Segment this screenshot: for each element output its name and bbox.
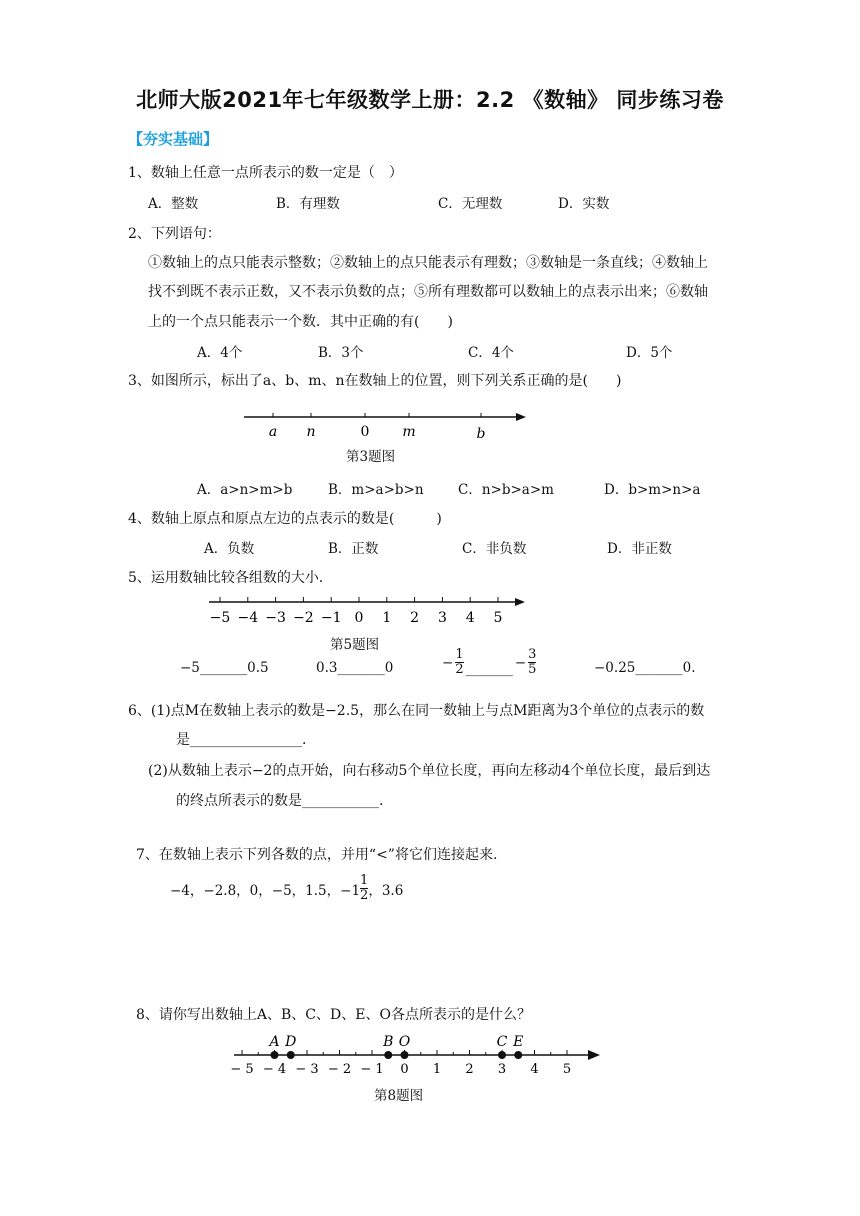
fraction-three-fifths: [528, 648, 536, 678]
q8-number-line: [228, 1028, 608, 1080]
denominator: 2: [455, 662, 464, 678]
section-heading: 【夯实基础】: [128, 130, 219, 148]
q5-tick-label: 4: [465, 610, 475, 626]
minus-sign: −: [442, 654, 454, 671]
q2-statement-line-3: 上的一个点只能表示一个数．其中正确的有( ): [148, 314, 453, 330]
q8-point-label: E: [513, 1034, 524, 1050]
q4-option-c: C．非负数: [462, 541, 527, 557]
q1-option-b: B．有理数: [276, 196, 340, 212]
q5-tick-label: −4: [237, 610, 259, 626]
q8-tick-label: 2: [465, 1062, 474, 1077]
q2-option-b: B．3个: [318, 345, 364, 361]
question-7: 7、在数轴上表示下列各数的点，并用“<”将它们连接起来.: [136, 847, 498, 863]
q2-option-a: A．4个: [197, 345, 243, 361]
q3-label-b: b: [476, 426, 486, 442]
q8-point-label: B: [383, 1034, 394, 1050]
q2-statement-line-2: 找不到既不表示正数，又不表示负数的点；⑤所有理数都可以数轴上的点表示出来；⑥数轴: [148, 284, 708, 300]
q8-point-D: [287, 1051, 295, 1059]
q5-compare-3: [442, 648, 536, 678]
q5-tick-label: 2: [410, 610, 420, 626]
q8-tick-label: − 3: [295, 1062, 319, 1077]
q8-point-O: [401, 1051, 409, 1059]
q8-tick-label: 0: [400, 1062, 409, 1077]
question-6-part-1: 6、(1)点M在数轴上表示的数是−2.5，那么在同一数轴上与点M距离为3个单位的点表示的数: [128, 703, 705, 719]
q4-option-d: D．非正数: [607, 541, 672, 557]
q5-tick-label: 5: [493, 610, 503, 626]
fraction-one-half: [455, 648, 463, 678]
q3-label-0: 0: [360, 424, 370, 440]
question-6-part-2-answer: 的终点所表示的数是___________.: [176, 793, 384, 809]
q8-point-label: C: [496, 1034, 508, 1050]
question-4: 4、数轴上原点和原点左边的点表示的数是( ): [128, 511, 442, 527]
minus-sign: −: [514, 654, 527, 671]
question-6-part-2: (2)从数轴上表示−2的点开始，向右移动5个单位长度，再向左移动4个单位长度，最后到达: [148, 763, 711, 779]
q2-option-d: D．5个: [626, 345, 673, 361]
question-1: 1、数轴上任意一点所表示的数一定是（ ）: [128, 165, 403, 181]
numerator: 3: [528, 647, 537, 662]
numbers: −4，−2.8，0，−5，1.5，−1: [170, 882, 361, 899]
q1-option-c: C．无理数: [438, 196, 503, 212]
q8-caption: 第8题图: [374, 1088, 424, 1104]
q5-tick-label: −5: [209, 610, 231, 626]
q5-number-line: [205, 592, 535, 628]
question-5: 5、运用数轴比较各组数的大小．: [128, 570, 333, 586]
denominator: 2: [360, 888, 369, 904]
question-2: 2、下列语句：: [128, 226, 221, 242]
blank: _______: [465, 660, 513, 677]
q7-number-list: [170, 874, 403, 904]
q8-point-E: [514, 1051, 522, 1059]
question-6-part-1-answer: 是________________.: [176, 732, 307, 748]
q8-tick-label: − 5: [230, 1062, 254, 1077]
q5-tick-label: −2: [293, 610, 314, 626]
q4-option-a: A．负数: [204, 541, 255, 557]
q8-tick-label: − 1: [360, 1062, 384, 1077]
q8-point-B: [384, 1051, 392, 1059]
q8-tick-label: 5: [562, 1062, 572, 1077]
q8-point-label: D: [285, 1034, 297, 1050]
q3-label-n: n: [306, 424, 316, 440]
question-8: 8、请你写出数轴上A、B、C、D、E、O各点所表示的是什么？: [136, 1007, 531, 1023]
q5-compare-4: −0.25_______0.: [594, 660, 696, 676]
q5-tick-label: −1: [320, 610, 342, 626]
q8-point-C: [498, 1051, 506, 1059]
q5-caption: 第5题图: [330, 637, 380, 653]
q5-tick-label: 0: [354, 610, 364, 626]
fraction-one-half: [360, 874, 368, 904]
q4-option-b: B．正数: [328, 541, 379, 557]
q1-option-d: D．实数: [558, 196, 610, 212]
q2-statement-line-1: ①数轴上的点只能表示整数；②数轴上的点只能表示有理数；③数轴是一条直线；④数轴上: [148, 255, 708, 271]
q8-point-A: [271, 1051, 279, 1059]
q8-tick-label: 3: [497, 1062, 507, 1077]
q5-tick-label: 1: [382, 610, 392, 626]
page-title: 北师大版2021年七年级数学上册：2.2 《数轴》 同步练习卷: [136, 88, 724, 112]
q8-tick-label: − 2: [327, 1062, 352, 1077]
q2-option-c: C．4个: [468, 345, 514, 361]
q8-tick-label: − 4: [262, 1062, 287, 1077]
q8-tick-label: 4: [530, 1062, 539, 1077]
q3-option-a: A．a>n>m>b: [197, 482, 293, 498]
q5-compare-1: −5_______0.5: [180, 660, 269, 676]
q8-point-label: A: [269, 1034, 280, 1050]
q3-option-b: B．m>a>b>n: [328, 482, 424, 498]
numerator: 1: [455, 647, 464, 662]
q3-option-c: C．n>b>a>m: [458, 482, 554, 498]
numbers-tail: ，3.6: [368, 882, 404, 899]
q3-number-line: [236, 405, 536, 445]
q3-option-d: D．b>m>n>a: [604, 482, 701, 498]
q3-label-m: m: [402, 424, 416, 440]
q8-point-label: O: [398, 1034, 411, 1050]
q3-caption: 第3题图: [346, 449, 396, 465]
q8-tick-label: 1: [432, 1062, 442, 1077]
denominator: 5: [528, 662, 537, 678]
numerator: 1: [360, 873, 369, 888]
q5-compare-2: 0.3_______0: [316, 660, 394, 676]
question-3: 3、如图所示，标出了a、b、m、n在数轴上的位置，则下列关系正确的是( ): [128, 373, 622, 389]
q5-tick-label: −3: [265, 610, 286, 626]
q1-option-a: A．整数: [148, 196, 199, 212]
q5-tick-label: 3: [437, 610, 447, 626]
q3-label-a: a: [268, 424, 278, 440]
